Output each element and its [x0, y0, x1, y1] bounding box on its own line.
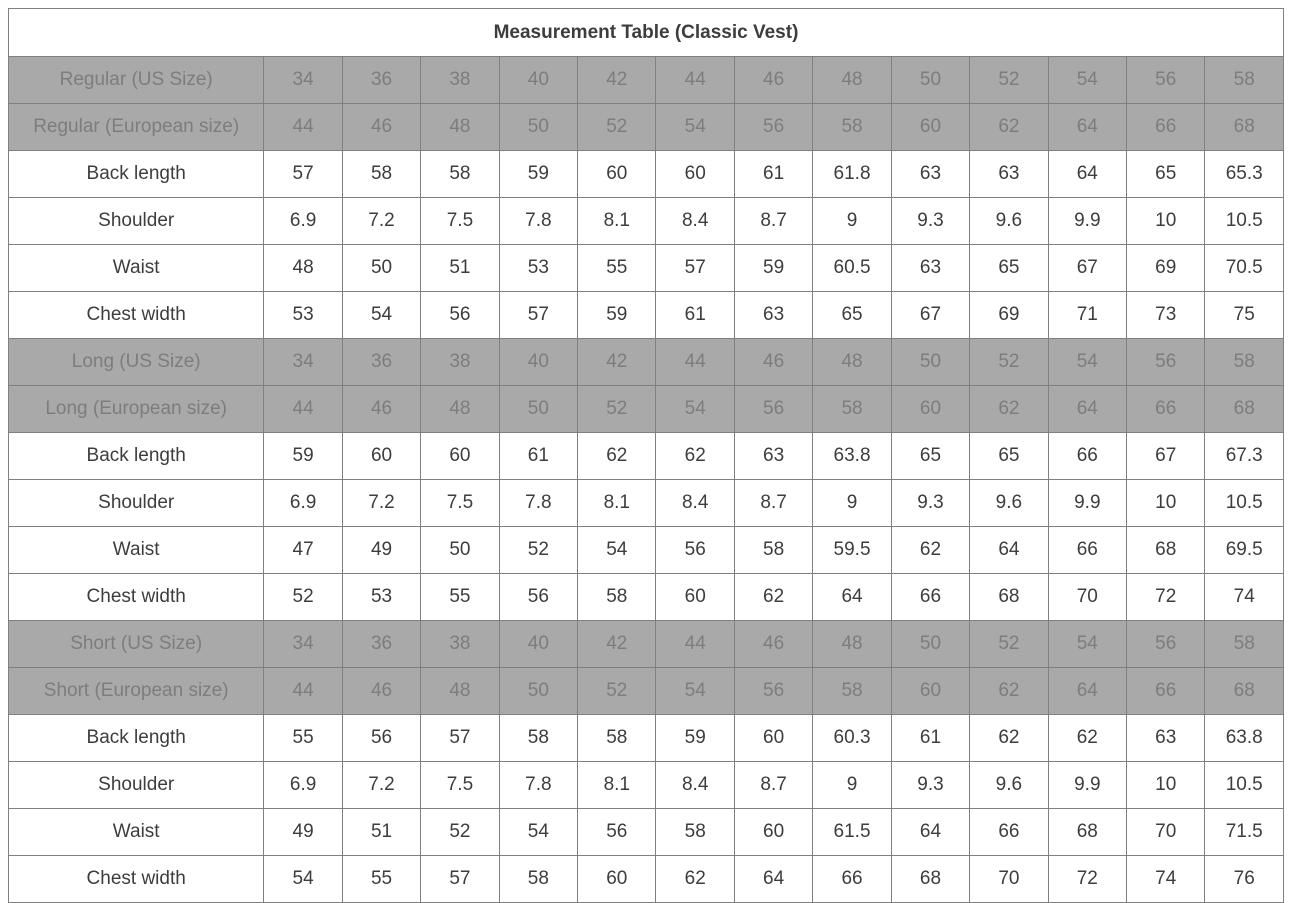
- table-cell: 54: [1048, 57, 1126, 104]
- table-cell: 75: [1205, 292, 1284, 339]
- table-cell: 60.3: [813, 715, 891, 762]
- table-row: [9, 104, 1284, 151]
- table-cell: 68: [1205, 386, 1284, 433]
- table-cell: 74: [1127, 856, 1205, 903]
- table-cell: 8.4: [656, 198, 734, 245]
- table-row: [9, 621, 1284, 668]
- table-cell: 52: [578, 386, 656, 433]
- table-cell: 53: [342, 574, 420, 621]
- table-cell: 60: [891, 386, 969, 433]
- table-cell: 66: [891, 574, 969, 621]
- table-cell: 9.3: [891, 480, 969, 527]
- table-cell: 70: [1127, 809, 1205, 856]
- table-cell: 60: [578, 151, 656, 198]
- table-cell: 72: [1048, 856, 1126, 903]
- table-cell: 40: [499, 621, 577, 668]
- table-cell: 9: [813, 480, 891, 527]
- table-cell: 58: [421, 151, 499, 198]
- table-cell: 57: [499, 292, 577, 339]
- table-cell: 71.5: [1205, 809, 1284, 856]
- table-cell: 52: [970, 621, 1048, 668]
- table-cell: 70: [970, 856, 1048, 903]
- table-cell: 63: [1127, 715, 1205, 762]
- row-label: Short (US Size): [9, 621, 264, 668]
- table-row: [9, 292, 1284, 339]
- table-cell: 62: [891, 527, 969, 574]
- table-cell: 53: [264, 292, 342, 339]
- table-row: [9, 480, 1284, 527]
- table-cell: 54: [1048, 621, 1126, 668]
- table-cell: 70.5: [1205, 245, 1284, 292]
- table-cell: 65.3: [1205, 151, 1284, 198]
- table-cell: 44: [656, 339, 734, 386]
- table-cell: 56: [1127, 339, 1205, 386]
- table-cell: 64: [1048, 151, 1126, 198]
- table-cell: 54: [342, 292, 420, 339]
- table-cell: 58: [656, 809, 734, 856]
- row-label: Back length: [9, 433, 264, 480]
- table-cell: 56: [734, 104, 812, 151]
- table-cell: 62: [656, 856, 734, 903]
- row-label: Regular (US Size): [9, 57, 264, 104]
- table-cell: 58: [813, 104, 891, 151]
- table-cell: 60: [578, 856, 656, 903]
- table-row: [9, 762, 1284, 809]
- table-cell: 9.3: [891, 762, 969, 809]
- table-cell: 46: [342, 386, 420, 433]
- table-cell: 53: [499, 245, 577, 292]
- table-cell: 68: [1127, 527, 1205, 574]
- table-cell: 60: [656, 151, 734, 198]
- table-cell: 63: [970, 151, 1048, 198]
- table-cell: 67: [1048, 245, 1126, 292]
- table-cell: 8.1: [578, 198, 656, 245]
- table-cell: 9.9: [1048, 480, 1126, 527]
- table-cell: 59.5: [813, 527, 891, 574]
- table-cell: 10.5: [1205, 762, 1284, 809]
- table-cell: 52: [578, 668, 656, 715]
- table-cell: 58: [1205, 57, 1284, 104]
- table-cell: 46: [734, 57, 812, 104]
- table-row: [9, 245, 1284, 292]
- table-cell: 64: [734, 856, 812, 903]
- table-cell: 63: [734, 433, 812, 480]
- table-cell: 49: [342, 527, 420, 574]
- row-label: Chest width: [9, 292, 264, 339]
- table-cell: 60: [734, 715, 812, 762]
- table-cell: 69: [970, 292, 1048, 339]
- table-cell: 44: [656, 621, 734, 668]
- table-cell: 65: [1127, 151, 1205, 198]
- table-cell: 7.8: [499, 480, 577, 527]
- table-cell: 58: [813, 386, 891, 433]
- table-cell: 61: [734, 151, 812, 198]
- table-cell: 6.9: [264, 198, 342, 245]
- table-cell: 61.5: [813, 809, 891, 856]
- table-row: [9, 339, 1284, 386]
- row-label: Waist: [9, 245, 264, 292]
- table-cell: 10: [1127, 480, 1205, 527]
- table-cell: 47: [264, 527, 342, 574]
- table-cell: 51: [421, 245, 499, 292]
- table-cell: 38: [421, 621, 499, 668]
- table-cell: 8.1: [578, 480, 656, 527]
- table-cell: 9.9: [1048, 198, 1126, 245]
- table-cell: 9.6: [970, 762, 1048, 809]
- table-cell: 71: [1048, 292, 1126, 339]
- table-cell: 64: [970, 527, 1048, 574]
- table-cell: 66: [1127, 104, 1205, 151]
- table-cell: 65: [813, 292, 891, 339]
- table-cell: 10: [1127, 762, 1205, 809]
- table-row: [9, 198, 1284, 245]
- measurement-table: [8, 8, 1284, 903]
- table-row: [9, 151, 1284, 198]
- table-row: [9, 57, 1284, 104]
- table-cell: 55: [578, 245, 656, 292]
- table-cell: 6.9: [264, 480, 342, 527]
- table-cell: 60: [891, 104, 969, 151]
- table-cell: 66: [1127, 668, 1205, 715]
- measurement-table-body: [9, 9, 1284, 903]
- table-cell: 50: [891, 57, 969, 104]
- table-cell: 68: [1205, 104, 1284, 151]
- table-cell: 54: [1048, 339, 1126, 386]
- table-cell: 62: [970, 386, 1048, 433]
- table-cell: 56: [342, 715, 420, 762]
- table-cell: 56: [656, 527, 734, 574]
- table-cell: 55: [421, 574, 499, 621]
- table-cell: 73: [1127, 292, 1205, 339]
- table-cell: 48: [264, 245, 342, 292]
- table-cell: 54: [656, 386, 734, 433]
- table-cell: 9.6: [970, 198, 1048, 245]
- table-cell: 7.5: [421, 198, 499, 245]
- table-cell: 68: [1048, 809, 1126, 856]
- row-label: Long (European size): [9, 386, 264, 433]
- table-cell: 60.5: [813, 245, 891, 292]
- table-cell: 58: [578, 574, 656, 621]
- table-cell: 46: [734, 621, 812, 668]
- table-cell: 48: [421, 668, 499, 715]
- table-cell: 66: [970, 809, 1048, 856]
- table-cell: 64: [1048, 386, 1126, 433]
- row-label: Chest width: [9, 574, 264, 621]
- table-cell: 64: [1048, 104, 1126, 151]
- table-cell: 58: [1205, 339, 1284, 386]
- table-cell: 57: [421, 715, 499, 762]
- table-cell: 49: [264, 809, 342, 856]
- table-cell: 58: [499, 715, 577, 762]
- table-cell: 44: [264, 104, 342, 151]
- row-label: Shoulder: [9, 480, 264, 527]
- table-cell: 9: [813, 762, 891, 809]
- table-cell: 57: [421, 856, 499, 903]
- table-cell: 44: [264, 386, 342, 433]
- table-cell: 7.8: [499, 198, 577, 245]
- table-cell: 9: [813, 198, 891, 245]
- table-cell: 64: [1048, 668, 1126, 715]
- table-cell: 54: [499, 809, 577, 856]
- table-cell: 62: [578, 433, 656, 480]
- table-cell: 50: [891, 621, 969, 668]
- table-cell: 7.8: [499, 762, 577, 809]
- table-cell: 52: [578, 104, 656, 151]
- table-cell: 58: [342, 151, 420, 198]
- table-cell: 56: [578, 809, 656, 856]
- table-cell: 56: [1127, 57, 1205, 104]
- table-cell: 68: [970, 574, 1048, 621]
- table-cell: 8.7: [734, 762, 812, 809]
- table-cell: 52: [421, 809, 499, 856]
- table-cell: 8.7: [734, 198, 812, 245]
- table-cell: 65: [970, 433, 1048, 480]
- table-cell: 60: [342, 433, 420, 480]
- table-cell: 63.8: [813, 433, 891, 480]
- table-cell: 61: [891, 715, 969, 762]
- table-cell: 66: [1127, 386, 1205, 433]
- table-cell: 68: [891, 856, 969, 903]
- table-cell: 10.5: [1205, 480, 1284, 527]
- table-cell: 61: [656, 292, 734, 339]
- table-cell: 9.9: [1048, 762, 1126, 809]
- table-cell: 48: [421, 386, 499, 433]
- table-cell: 65: [970, 245, 1048, 292]
- table-cell: 69: [1127, 245, 1205, 292]
- table-cell: 59: [656, 715, 734, 762]
- table-cell: 62: [970, 715, 1048, 762]
- table-cell: 62: [656, 433, 734, 480]
- table-cell: 42: [578, 621, 656, 668]
- table-cell: 8.4: [656, 762, 734, 809]
- table-cell: 66: [1048, 527, 1126, 574]
- table-cell: 56: [499, 574, 577, 621]
- table-cell: 52: [970, 57, 1048, 104]
- table-cell: 68: [1205, 668, 1284, 715]
- table-cell: 7.5: [421, 480, 499, 527]
- table-cell: 67: [1127, 433, 1205, 480]
- table-cell: 48: [813, 621, 891, 668]
- table-cell: 9.3: [891, 198, 969, 245]
- table-cell: 74: [1205, 574, 1284, 621]
- table-cell: 67: [891, 292, 969, 339]
- table-cell: 54: [264, 856, 342, 903]
- table-cell: 50: [499, 386, 577, 433]
- row-label: Shoulder: [9, 762, 264, 809]
- table-cell: 69.5: [1205, 527, 1284, 574]
- table-cell: 56: [734, 386, 812, 433]
- table-cell: 55: [264, 715, 342, 762]
- table-cell: 54: [656, 104, 734, 151]
- table-cell: 52: [264, 574, 342, 621]
- table-cell: 54: [578, 527, 656, 574]
- table-cell: 42: [578, 57, 656, 104]
- table-cell: 64: [891, 809, 969, 856]
- table-cell: 44: [264, 668, 342, 715]
- table-cell: 56: [421, 292, 499, 339]
- table-cell: 51: [342, 809, 420, 856]
- table-cell: 7.2: [342, 762, 420, 809]
- table-cell: 57: [264, 151, 342, 198]
- row-label: Chest width: [9, 856, 264, 903]
- table-cell: 58: [813, 668, 891, 715]
- table-cell: 62: [970, 668, 1048, 715]
- table-cell: 63: [891, 151, 969, 198]
- table-cell: 59: [499, 151, 577, 198]
- table-cell: 70: [1048, 574, 1126, 621]
- table-cell: 66: [1048, 433, 1126, 480]
- table-cell: 52: [970, 339, 1048, 386]
- table-cell: 76: [1205, 856, 1284, 903]
- table-cell: 56: [734, 668, 812, 715]
- table-cell: 7.5: [421, 762, 499, 809]
- table-cell: 58: [499, 856, 577, 903]
- table-cell: 66: [813, 856, 891, 903]
- table-cell: 10: [1127, 198, 1205, 245]
- table-cell: 57: [656, 245, 734, 292]
- table-cell: 59: [578, 292, 656, 339]
- table-cell: 63: [891, 245, 969, 292]
- table-cell: 6.9: [264, 762, 342, 809]
- table-cell: 8.4: [656, 480, 734, 527]
- table-cell: 67.3: [1205, 433, 1284, 480]
- table-cell: 63.8: [1205, 715, 1284, 762]
- table-cell: 72: [1127, 574, 1205, 621]
- table-row: [9, 715, 1284, 762]
- table-cell: 64: [813, 574, 891, 621]
- table-cell: 10.5: [1205, 198, 1284, 245]
- table-cell: 40: [499, 57, 577, 104]
- table-cell: 55: [342, 856, 420, 903]
- table-title-row: [9, 9, 1284, 57]
- table-cell: 36: [342, 339, 420, 386]
- table-cell: 50: [891, 339, 969, 386]
- table-cell: 58: [578, 715, 656, 762]
- table-cell: 7.2: [342, 480, 420, 527]
- row-label: Back length: [9, 715, 264, 762]
- table-cell: 61: [499, 433, 577, 480]
- table-cell: 62: [970, 104, 1048, 151]
- table-cell: 7.2: [342, 198, 420, 245]
- row-label: Shoulder: [9, 198, 264, 245]
- table-cell: 42: [578, 339, 656, 386]
- table-cell: 63: [734, 292, 812, 339]
- table-cell: 60: [656, 574, 734, 621]
- table-cell: 8.7: [734, 480, 812, 527]
- table-cell: 34: [264, 57, 342, 104]
- table-cell: 60: [734, 809, 812, 856]
- table-cell: 56: [1127, 621, 1205, 668]
- row-label: Waist: [9, 809, 264, 856]
- row-label: Long (US Size): [9, 339, 264, 386]
- table-cell: 46: [342, 668, 420, 715]
- table-cell: 61.8: [813, 151, 891, 198]
- table-cell: 50: [499, 104, 577, 151]
- table-cell: 54: [656, 668, 734, 715]
- table-cell: 65: [891, 433, 969, 480]
- table-cell: 40: [499, 339, 577, 386]
- table-cell: 48: [813, 339, 891, 386]
- table-cell: 48: [421, 104, 499, 151]
- table-cell: 46: [734, 339, 812, 386]
- row-label: Waist: [9, 527, 264, 574]
- table-cell: 58: [1205, 621, 1284, 668]
- table-row: [9, 433, 1284, 480]
- table-cell: 46: [342, 104, 420, 151]
- table-cell: 59: [734, 245, 812, 292]
- table-cell: 62: [734, 574, 812, 621]
- table-cell: 50: [499, 668, 577, 715]
- table-cell: 36: [342, 621, 420, 668]
- row-label: Regular (European size): [9, 104, 264, 151]
- table-cell: 52: [499, 527, 577, 574]
- table-row: [9, 527, 1284, 574]
- row-label: Short (European size): [9, 668, 264, 715]
- table-cell: 36: [342, 57, 420, 104]
- table-cell: 59: [264, 433, 342, 480]
- table-cell: 48: [813, 57, 891, 104]
- table-cell: 38: [421, 57, 499, 104]
- table-cell: 9.6: [970, 480, 1048, 527]
- table-cell: 34: [264, 621, 342, 668]
- table-cell: 50: [342, 245, 420, 292]
- table-row: [9, 574, 1284, 621]
- row-label: Back length: [9, 151, 264, 198]
- table-row: [9, 668, 1284, 715]
- table-row: [9, 809, 1284, 856]
- table-cell: 62: [1048, 715, 1126, 762]
- table-cell: 34: [264, 339, 342, 386]
- table-cell: 58: [734, 527, 812, 574]
- table-cell: 60: [421, 433, 499, 480]
- table-cell: 60: [891, 668, 969, 715]
- table-row: [9, 856, 1284, 903]
- table-cell: 50: [421, 527, 499, 574]
- table-row: [9, 386, 1284, 433]
- table-cell: 44: [656, 57, 734, 104]
- table-cell: 38: [421, 339, 499, 386]
- page-title: Measurement Table (Classic Vest): [9, 9, 1284, 57]
- table-cell: 8.1: [578, 762, 656, 809]
